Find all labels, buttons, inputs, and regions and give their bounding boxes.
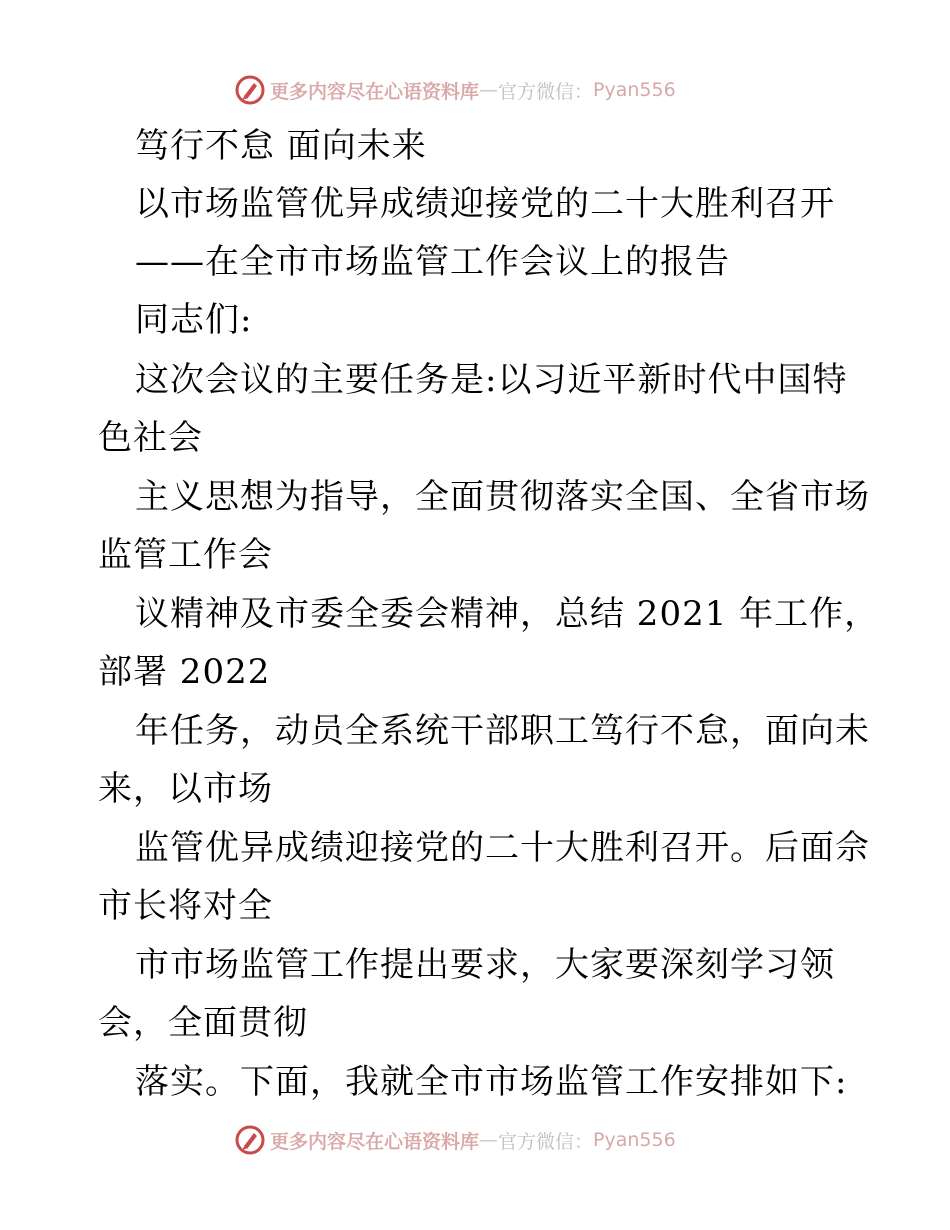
doc-paragraph-line: 市长将对全 [98, 886, 273, 926]
doc-paragraph-line: 来，以市场 [98, 769, 273, 809]
doc-paragraph-line: 市市场监管工作提出要求，大家要深刻学习领 [135, 945, 835, 985]
doc-paragraph-line: 会，全面贯彻 [98, 1003, 308, 1043]
watermark-footer [234, 1123, 676, 1157]
doc-paragraph-line: 落实。下面，我就全市市场监管工作安排如下: [135, 1062, 848, 1102]
doc-paragraph-line: 监管优异成绩迎接党的二十大胜利召开。后面佘 [135, 828, 870, 868]
doc-salutation: 同志们: [135, 300, 253, 340]
doc-paragraph-line: 这次会议的主要任务是:以习近平新时代中国特 [135, 360, 848, 400]
watermark-header [234, 73, 676, 107]
watermark-official-label: 官方微信： [498, 80, 594, 103]
brand-logo-icon [234, 1124, 266, 1156]
doc-paragraph-line: 监管工作会 [98, 535, 273, 575]
doc-subtitle: 以市场监管优异成绩迎接党的二十大胜利召开 [135, 184, 835, 224]
watermark-separator: — [479, 79, 499, 101]
doc-paragraph-line: 色社会 [98, 418, 203, 458]
doc-paragraph-line: 年任务，动员全系统干部职工笃行不怠，面向未 [135, 711, 870, 751]
brand-logo-icon [234, 74, 266, 106]
watermark-official-label: 官方微信： [498, 1130, 594, 1153]
doc-paragraph-line: 部署 2022 [98, 652, 271, 692]
watermark-wechat-id: Pyan556 [593, 79, 676, 101]
watermark-separator: — [479, 1129, 499, 1151]
watermark-main-text: 更多内容尽在心语资料库 [270, 80, 480, 103]
doc-report-heading: ——在全市市场监管工作会议上的报告 [135, 242, 730, 282]
doc-paragraph-line: 议精神及市委全委会精神，总结 2021 年工作， [135, 594, 880, 634]
doc-title: 笃行不怠 面向未来 [135, 126, 427, 166]
doc-paragraph-line: 主义思想为指导，全面贯彻落实全国、全省市场 [135, 477, 870, 517]
watermark-main-text: 更多内容尽在心语资料库 [270, 1130, 480, 1153]
watermark-wechat-id: Pyan556 [593, 1129, 676, 1151]
